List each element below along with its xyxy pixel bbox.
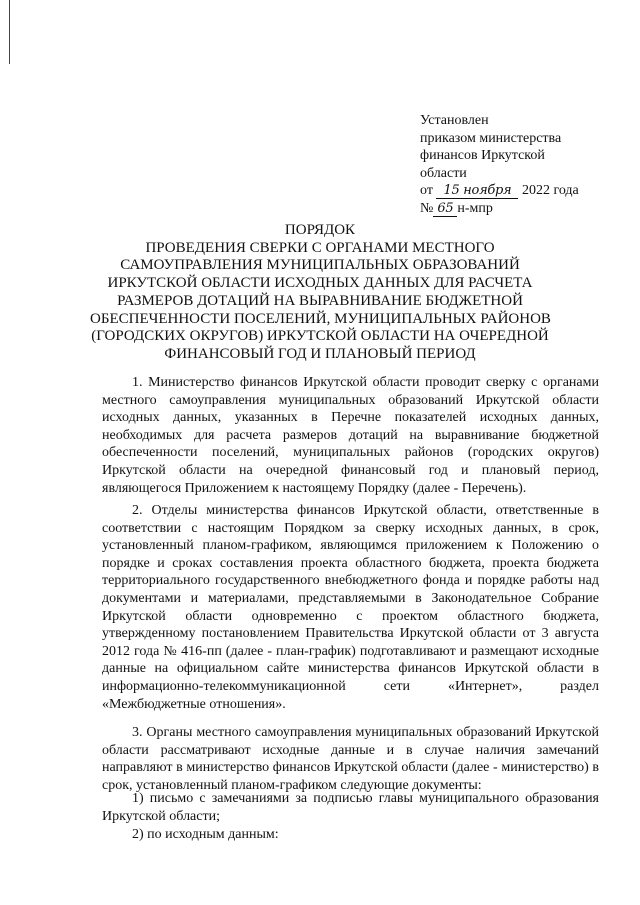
list-item: 1) письмо с замечаниями за подписью главы муниципального образования Иркутской области;: [102, 791, 599, 824]
title-line: (ГОРОДСКИХ ОКРУГОВ) ИРКУТСКОЙ ОБЛАСТИ НА ОЧЕРЕДНОЙ: [91, 328, 549, 345]
title-line: ПОРЯДОК: [284, 222, 356, 238]
title-line: ИРКУТСКОЙ ОБЛАСТИ ИСХОДНЫХ ДАННЫХ ДЛЯ РАСЧЕТА: [107, 275, 533, 292]
handwritten-date: 15 ноября: [436, 184, 518, 199]
list-item: 2) по исходным данным:: [132, 827, 279, 842]
title-line: ОБЕСПЕЧЕННОСТИ ПОСЕЛЕНИЙ, МУНИЦИПАЛЬНЫХ РАЙОНОВ: [90, 310, 551, 327]
number-suffix: н-мпр: [457, 200, 493, 216]
handwritten-number: 65: [433, 202, 457, 217]
number-prefix: №: [420, 200, 434, 216]
approval-line: приказом министерства: [420, 130, 562, 146]
title-line: ПРОВЕДЕНИЯ СВЕРКИ С ОРГАНАМИ МЕСТНОГО: [145, 239, 495, 256]
date-year: 2022 года: [521, 183, 579, 199]
title-line: ФИНАНСОВЫЙ ГОД И ПЛАНОВЫЙ ПЕРИОД: [164, 345, 476, 362]
title-line: САМОУПРАВЛЕНИЯ МУНИЦИПАЛЬНЫХ ОБРАЗОВАНИЙ: [120, 257, 520, 274]
paragraph: 2. Отделы министерства финансов Иркутской области, ответственные в соответствии с настоящим Порядком за сверку исходных данных, в срок, установленный планом-графиком, являющимся приложением к Положению о порядке и сроках составления проекта областного бюджета, проекта бюджета территориального государственного внебюджетного фонда и порядке работы над документами и материалами, представляемыми в Законодательное Собрание Иркутской области одновременно с проектом областного бюджета, утвержденному постановлением Правительства Иркутской области от 3 августа 2012 года № 416-пп (далее - план-график) подготавливают и размещают исходные данные на официальном сайте министерства финансов Иркутской области в информационно-телекоммуникационной сети «Интернет», раздел «Межбюджетные отношения».: [102, 503, 599, 712]
approval-line: области: [420, 165, 467, 181]
approval-line: Установлен: [420, 113, 489, 128]
document-title: [90, 222, 550, 364]
paragraph: 1. Министерство финансов Иркутской области проводит сверку с органами местного самоуправления муниципальных образований Иркутской области исходных данных, указанных в Перечне показателей исходных данных, необходимых для расчета размеров дотаций на выравнивание бюджетной обеспеченности поселений, муниципальных районов (городских округов) Иркутской области на очередной финансовый год и плановый период, являющегося Приложением к настоящему Порядку (далее - Перечень).: [102, 375, 599, 496]
page-edge-line: [9, 0, 10, 64]
approval-line: финансов Иркутской: [420, 148, 545, 164]
approval-stamp: [420, 112, 620, 218]
approval-number-row: [420, 200, 620, 218]
paragraph: 3. Органы местного самоуправления муниципальных образований Иркутской области рассматривают исходные данные и в случае наличия замечаний направляют в министерство финансов Иркутской области (далее - министерство) в срок, установленный планом-графиком следующие документы:: [102, 725, 599, 793]
approval-date-row: [420, 182, 620, 200]
date-prefix: от: [420, 183, 433, 199]
title-line: РАЗМЕРОВ ДОТАЦИЙ НА ВЫРАВНИВАНИЕ БЮДЖЕТНОЙ: [117, 292, 523, 309]
